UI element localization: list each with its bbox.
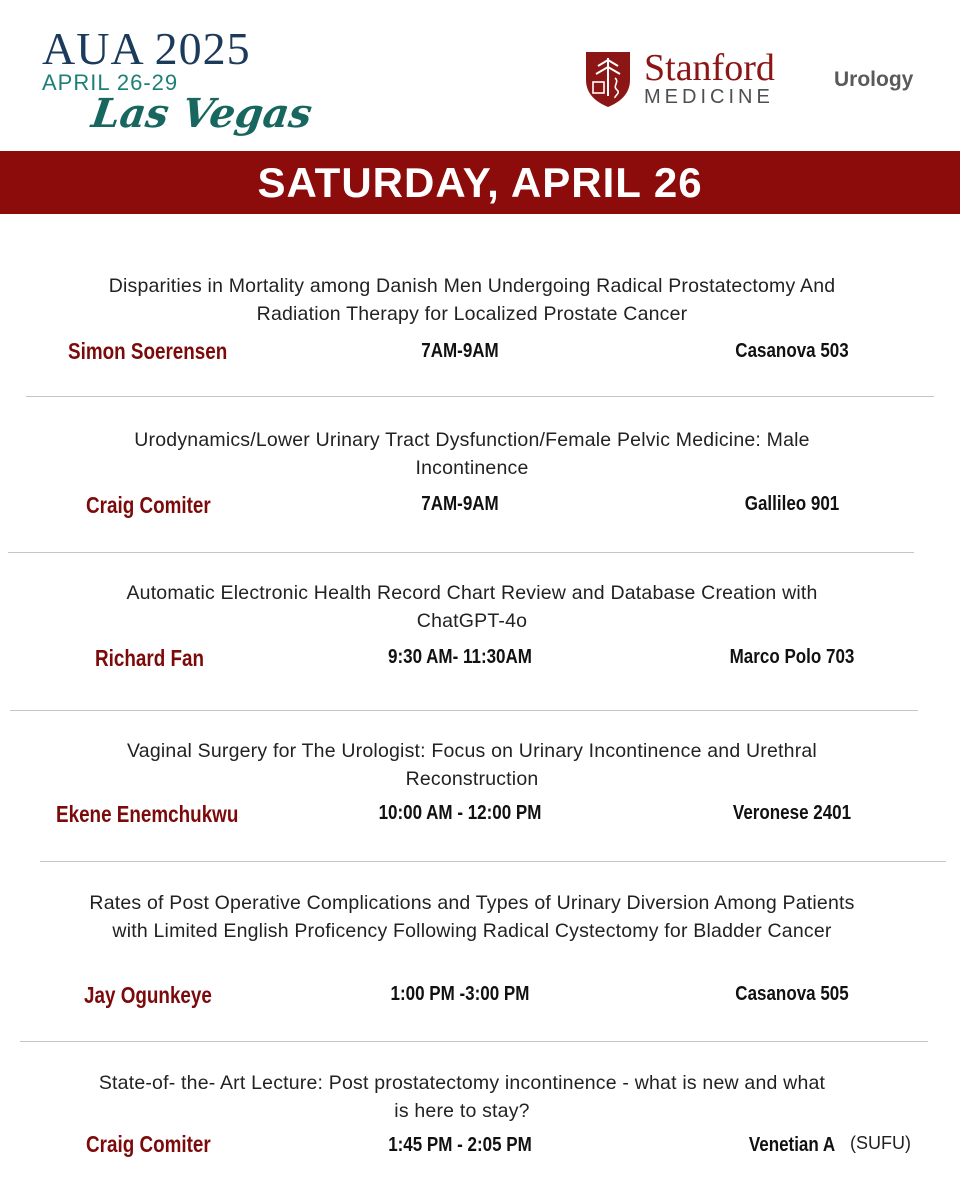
divider [26,396,934,397]
session-time: 1:00 PM -3:00 PM [390,983,530,1005]
department-label: Urology [834,68,914,91]
session-room: Gallileo 901 [744,493,840,515]
session-title [40,737,904,793]
presenter-name: Craig Comiter [86,492,211,518]
session-title-line: Vaginal Surgery for The Urologist: Focus on Urinary Incontinence and Urethral [127,740,817,762]
session-room: Casanova 505 [735,983,849,1005]
session-title-line: with Limited English Proficency Following Radical Cystectomy for Bladder Cancer [112,920,832,942]
aua-city: Las Vegas [88,90,316,137]
session-title-line: is here to stay? [394,1100,530,1122]
session-title-line: Disparities in Mortality among Danish Men Undergoing Radical Prostatectomy And [108,275,836,297]
divider [8,552,914,553]
presenter-name: Craig Comiter [86,1131,211,1157]
aua-2025-logo [38,22,316,142]
session-title-line: Urodynamics/Lower Urinary Tract Dysfunction/Female Pelvic Medicine: Male [134,429,810,451]
presenter-name: Simon Soerensen [68,338,228,364]
aua-title: AUA 2025 [42,23,251,74]
session-time: 10:00 AM - 12:00 PM [378,802,542,824]
stanford-medicine-logo [584,47,924,110]
session-note: (SUFU) [850,1133,911,1153]
session-room: Venetian A [748,1134,836,1156]
session-title-line: Rates of Post Operative Complications and Types of Urinary Diversion Among Patients [89,892,855,914]
session-time: 1:45 PM - 2:05 PM [388,1134,532,1156]
divider [20,1041,928,1042]
presenter-name: Ekene Enemchukwu [56,801,239,827]
session-title-line: Automatic Electronic Health Record Chart Review and Database Creation with [126,582,818,604]
presenter-name: Jay Ogunkeye [84,982,212,1008]
session-title-line: Incontinence [415,457,529,479]
session-title-line: Reconstruction [405,768,539,790]
session-title [40,579,904,635]
session-title [20,1069,904,1125]
session-time: 7AM-9AM [421,493,499,515]
session-room: Marco Polo 703 [729,646,855,668]
day-banner [0,151,960,214]
stanford-seal-icon [584,50,632,108]
session-room: Casanova 503 [735,340,849,362]
presenter-name: Richard Fan [95,645,204,671]
stanford-medicine-label: MEDICINE [644,86,774,108]
session-room: Veronese 2401 [732,802,852,824]
day-heading: SATURDAY, APRIL 26 [257,158,703,206]
divider [40,861,946,862]
session-title [20,889,924,945]
divider [10,710,918,711]
session-time: 7AM-9AM [421,340,499,362]
session-title-line: State-of- the- Art Lecture: Post prostatectomy incontinence - what is new and what [98,1072,826,1094]
session-title [40,272,904,328]
session-time: 9:30 AM- 11:30AM [388,646,532,668]
aua-dates: APRIL 26-29 [42,70,179,95]
session-title [40,426,904,482]
session-title-line: ChatGPT-4o [416,610,528,632]
stanford-name: Stanford [644,47,775,89]
session-title-line: Radiation Therapy for Localized Prostate Cancer [256,303,688,325]
